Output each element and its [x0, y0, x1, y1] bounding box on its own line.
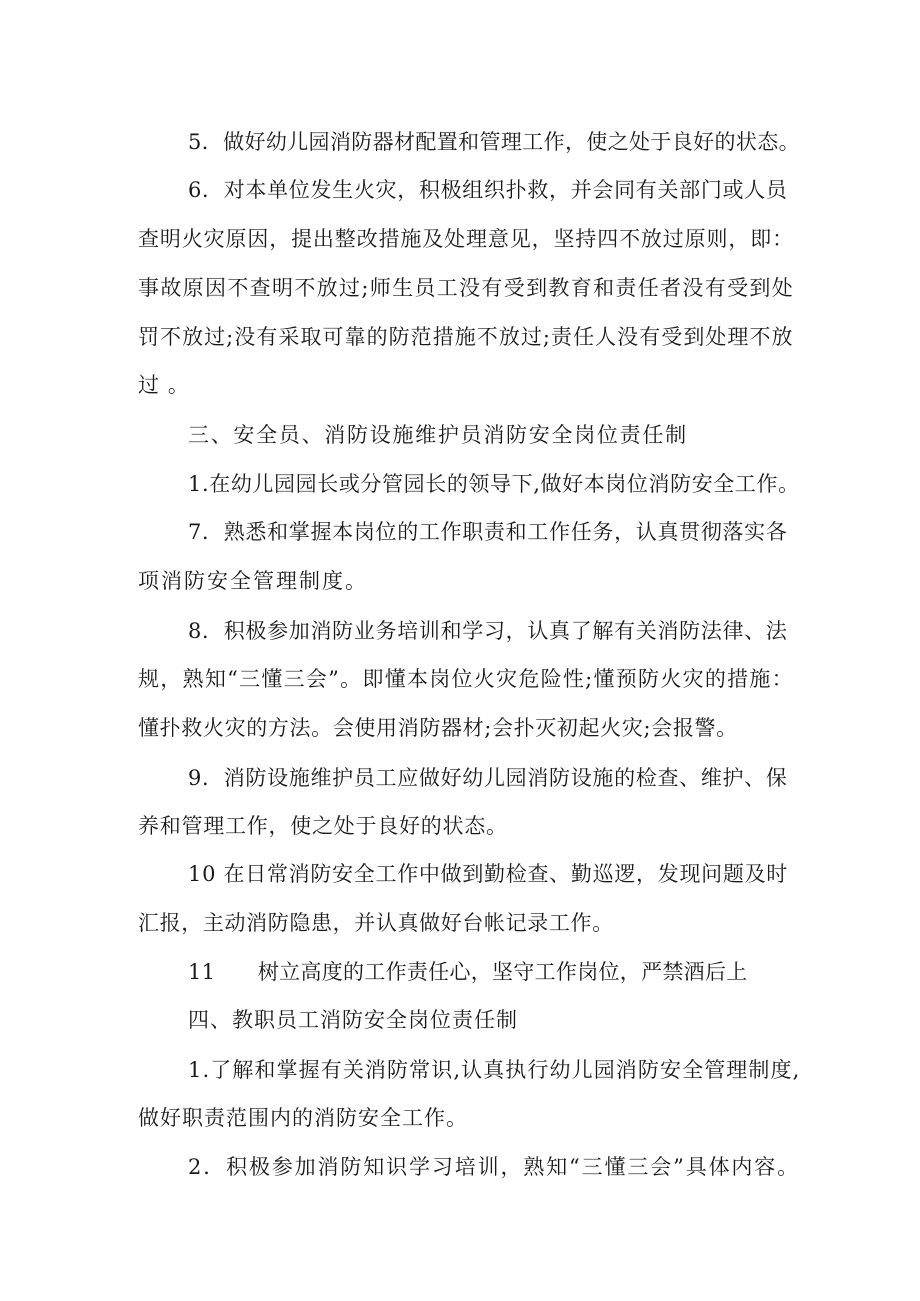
- text-line-22: 2．积极参加消防知识学习培训，熟知“三懂三会”具体内容。: [188, 1155, 801, 1179]
- text-line-10: 项消防安全管理制度。: [138, 569, 368, 593]
- text-line-18: 11 树立高度的工作责任心，坚守工作岗位，严禁酒后上: [188, 960, 748, 984]
- text-line-15: 养和管理工作，使之处于良好的状态。: [138, 814, 508, 838]
- text-line-14: 9．消防设施维护员工应做好幼儿园消防设施的检查、维护、保: [188, 766, 788, 790]
- section-heading-3: 三、安全员、消防设施维护员消防安全岗位责任制: [188, 423, 688, 447]
- text-line-12: 规，熟知“三懂三会”。即懂本岗位火灾危险性;懂预防火灾的措施：: [138, 667, 794, 691]
- text-line-4: 事故原因不查明不放过;师生员工没有受到教育和责任者没有受到处: [138, 276, 795, 300]
- text-line-6: 过。: [138, 373, 198, 397]
- text-line-2: 6．对本单位发生火灾，积极组织扑救，并会同有关部门或人员: [188, 178, 788, 202]
- text-line-21: 做好职责范围内的消防安全工作。: [138, 1106, 468, 1130]
- text-line-20: 1.了解和掌握有关消防常识,认真执行幼儿园消防安全管理制度,: [188, 1058, 801, 1082]
- text-line-13: 懂扑救火灾的方法。会使用消防器材;会扑灭初起火灾;会报警。: [138, 716, 738, 740]
- section-heading-4: 四、教职员工消防安全岗位责任制: [188, 1008, 518, 1032]
- text-line-9: 7．熟悉和掌握本岗位的工作职责和工作任务，认真贯彻落实各: [188, 520, 788, 544]
- text-line-1: 5．做好幼儿园消防器材配置和管理工作，使之处于良好的状态。: [188, 130, 800, 154]
- text-line-5: 罚不放过;没有采取可靠的防范措施不放过;责任人没有受到处理不放: [138, 325, 794, 349]
- text-line-17: 汇报，主动消防隐患，并认真做好台帐记录工作。: [138, 911, 614, 935]
- text-line-8: 1.在幼儿园园长或分管园长的领导下,做好本岗位消防安全工作。: [188, 472, 800, 496]
- text-line-3: 查明火灾原因，提出整改措施及处理意见，坚持四不放过原则，即：: [138, 227, 794, 251]
- text-line-11: 8．积极参加消防业务培训和学习，认真了解有关消防法律、法: [188, 619, 788, 643]
- text-line-16: 10 在日常消防安全工作中做到勤检查、勤巡逻，发现问题及时: [188, 862, 788, 886]
